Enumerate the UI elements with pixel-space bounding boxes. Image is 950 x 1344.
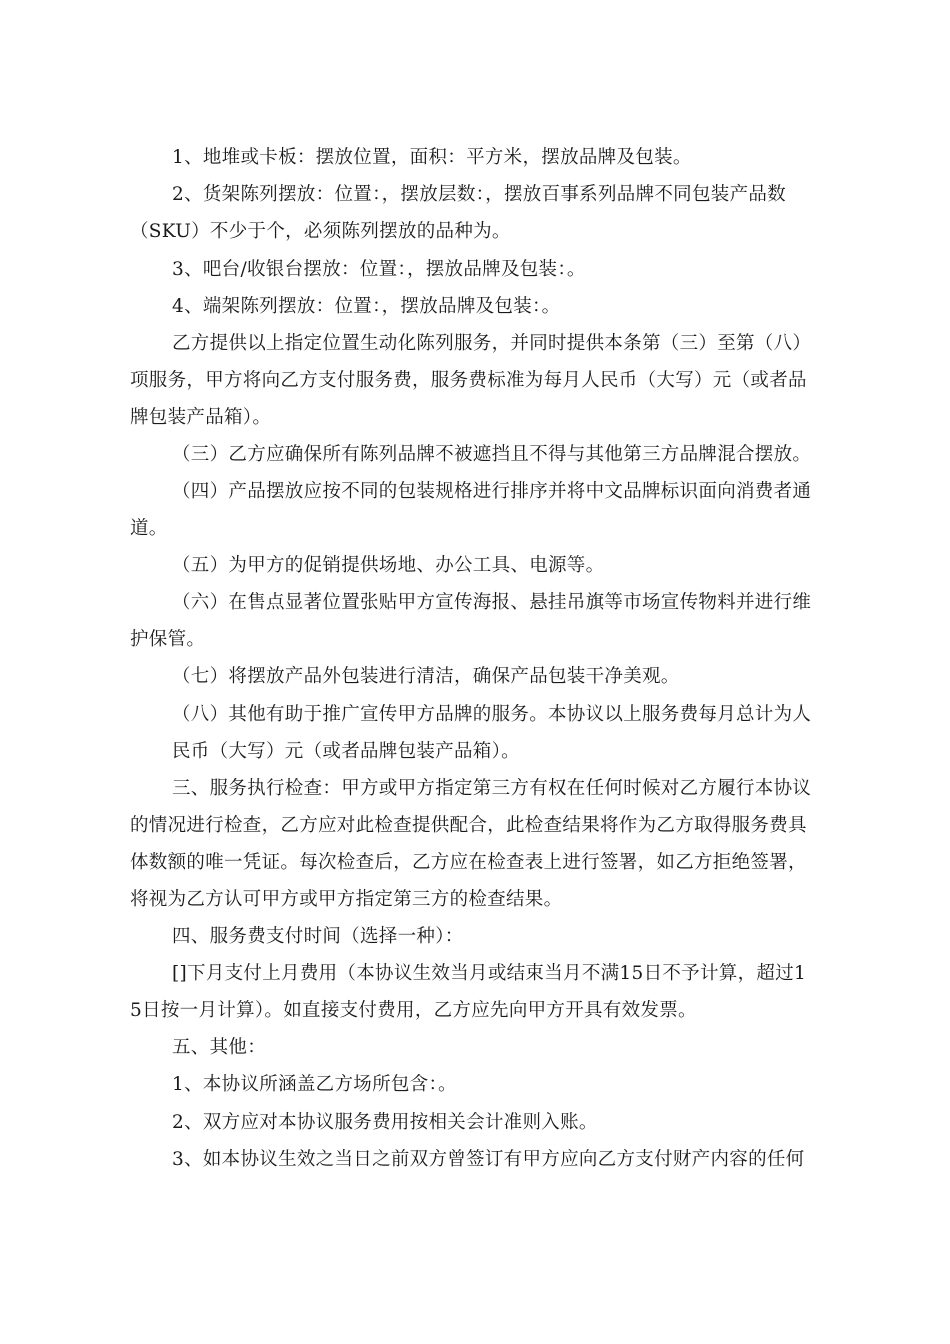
paragraph-service-fee-cont-2: 牌包装产品箱）。 <box>130 407 272 428</box>
item-four-cont: 道。 <box>130 518 168 539</box>
section-three-inspection: 三、服务执行检查：甲方或甲方指定第三方有权在任何时候对乙方履行本协议 <box>172 778 812 799</box>
section-three-inspection-cont-2: 体数额的唯一凭证。每次检查后，乙方应在检查表上进行签署，如乙方拒绝签署， <box>130 852 807 873</box>
section-four-payment-time: 四、服务费支付时间（选择一种）： <box>172 926 464 947</box>
item-five: （五）为甲方的促销提供场地、办公工具、电源等。 <box>172 555 605 576</box>
clause-shelf-display: 2、货架陈列摆放：位置：，摆放层数：，摆放百事系列品牌不同包装产品数 <box>172 184 786 205</box>
section-three-inspection-cont-1: 的情况进行检查，乙方应对此检查提供配合，此检查结果将作为乙方取得服务费具 <box>130 815 807 836</box>
item-six: （六）在售点显著位置张贴甲方宣传海报、悬挂吊旗等市场宣传物料并进行维 <box>172 592 812 613</box>
payment-option: []下月支付上月费用（本协议生效当月或结束当月不满15日不予计算，超过1 <box>172 963 807 984</box>
item-eight-cont: 民币（大写）元（或者品牌包装产品箱）。 <box>172 741 520 762</box>
section-three-inspection-cont-3: 将视为乙方认可甲方或甲方指定第三方的检查结果。 <box>130 889 563 910</box>
clause-shelf-display-cont: （SKU）不少于个，必须陈列摆放的品种为。 <box>130 221 511 242</box>
item-four: （四）产品摆放应按不同的包装规格进行排序并将中文品牌标识面向消费者通 <box>172 481 812 502</box>
clause-end-cap: 4、端架陈列摆放：位置：，摆放品牌及包装：。 <box>172 296 561 317</box>
other-item-three: 3、如本协议生效之当日之前双方曾签订有甲方应向乙方支付财产内容的任何 <box>172 1149 805 1170</box>
other-item-one: 1、本协议所涵盖乙方场所包含：。 <box>172 1074 457 1095</box>
item-six-cont: 护保管。 <box>130 629 206 650</box>
section-five-other: 五、其他： <box>172 1037 267 1058</box>
paragraph-service-fee: 乙方提供以上指定位置生动化陈列服务，并同时提供本条第（三）至第（八） <box>172 333 812 354</box>
paragraph-service-fee-cont-1: 项服务，甲方将向乙方支付服务费，服务费标准为每月人民币（大写）元（或者品 <box>130 370 807 391</box>
clause-floor-stack: 1、地堆或卡板：摆放位置，面积：平方米，摆放品牌及包装。 <box>172 147 692 168</box>
other-item-two: 2、双方应对本协议服务费用按相关会计准则入账。 <box>172 1112 598 1133</box>
item-seven: （七）将摆放产品外包装进行清洁，确保产品包装干净美观。 <box>172 666 680 687</box>
payment-option-cont: 5日按一月计算）。如直接支付费用，乙方应先向甲方开具有效发票。 <box>130 1000 697 1021</box>
clause-bar-counter: 3、吧台/收银台摆放：位置：，摆放品牌及包装：。 <box>172 259 586 280</box>
item-three: （三）乙方应确保所有陈列品牌不被遮挡且不得与其他第三方品牌混合摆放。 <box>172 444 812 465</box>
item-eight: （八）其他有助于推广宣传甲方品牌的服务。本协议以上服务费每月总计为人 <box>172 704 812 725</box>
